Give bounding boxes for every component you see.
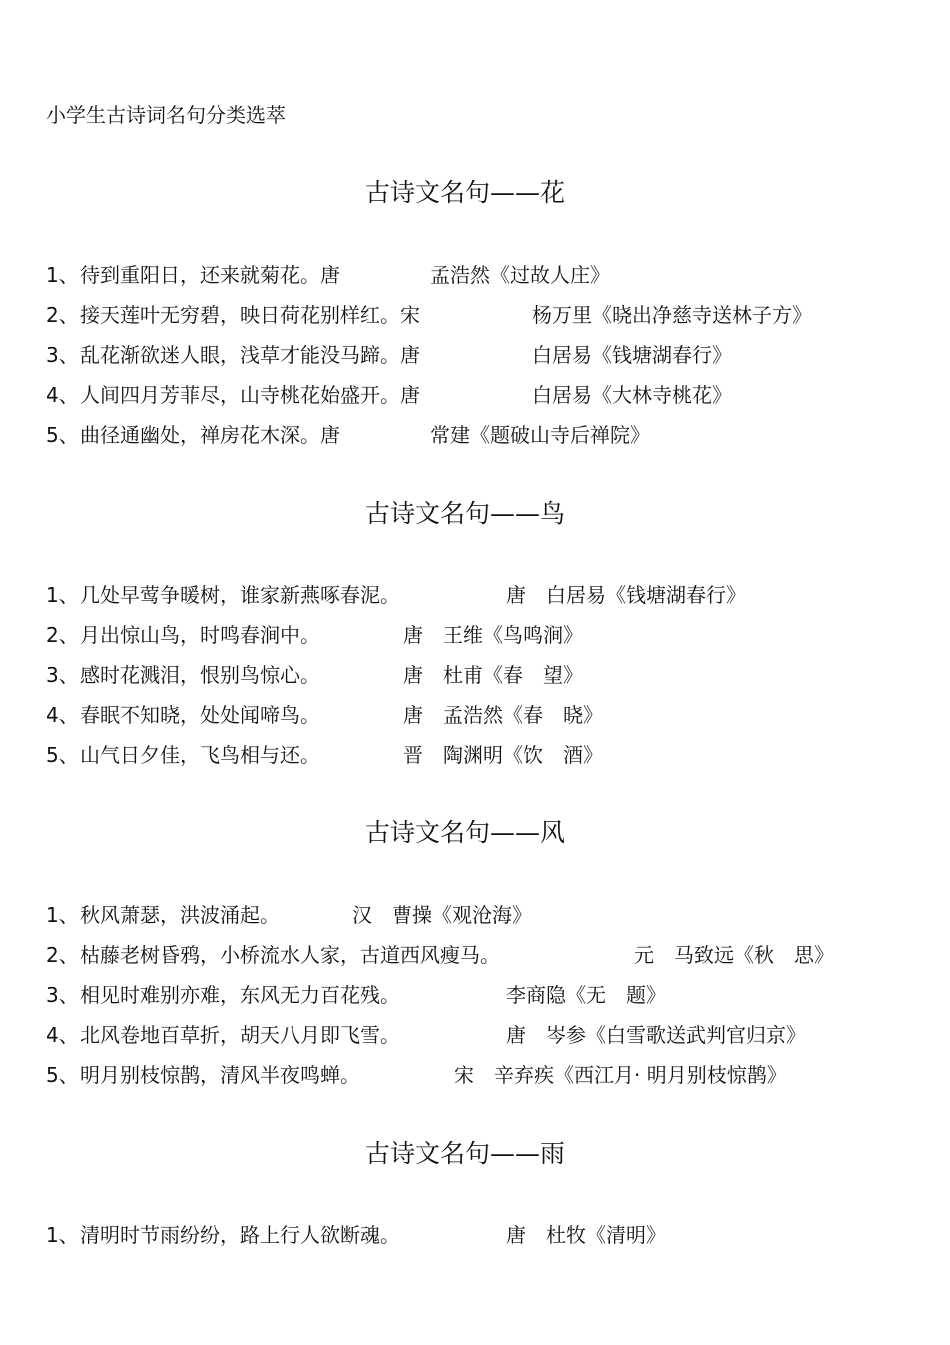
item-author: 唐 王维《鸟鸣涧》 — [403, 623, 583, 647]
item-author: 白居易《钱塘湖春行》 — [532, 343, 732, 367]
list-item — [46, 300, 812, 330]
item-line: 相见时难别亦难，东风无力百花残。 — [80, 983, 400, 1007]
list-item — [46, 980, 666, 1010]
item-number: 2、 — [46, 623, 79, 647]
item-author: 唐 白居易《钱塘湖春行》 — [506, 583, 746, 607]
item-line: 曲径通幽处，禅房花木深。唐 — [80, 423, 340, 447]
section-heading: 古诗文名句——雨 — [364, 1139, 565, 1168]
item-author: 李商隐《无 题》 — [506, 983, 666, 1007]
item-author: 元 马致远《秋 思》 — [634, 943, 834, 967]
item-author: 唐 杜牧《清明》 — [506, 1223, 666, 1247]
item-line: 明月别枝惊鹊，清风半夜鸣蝉。 — [80, 1063, 360, 1087]
item-author: 晋 陶渊明《饮 酒》 — [403, 743, 603, 767]
item-author: 杨万里《晓出净慈寺送林子方》 — [532, 303, 812, 327]
item-author: 汉 曹操《观沧海》 — [352, 903, 532, 927]
item-line: 乱花渐欲迷人眼，浅草才能没马蹄。唐 — [80, 343, 420, 367]
item-line: 北风卷地百草折，胡天八月即飞雪。 — [80, 1023, 400, 1047]
item-number: 3、 — [46, 343, 79, 367]
document-title: 小学生古诗词名句分类选萃 — [46, 103, 286, 127]
item-number: 3、 — [46, 983, 79, 1007]
list-item — [46, 340, 732, 370]
item-number: 4、 — [46, 383, 79, 407]
item-number: 1、 — [46, 583, 79, 607]
item-number: 2、 — [46, 943, 79, 967]
item-number: 5、 — [46, 743, 79, 767]
item-line: 枯藤老树昏鸦，小桥流水人家，古道西风瘦马。 — [80, 943, 500, 967]
list-item — [46, 660, 583, 690]
item-number: 1、 — [46, 903, 79, 927]
item-number: 1、 — [46, 1223, 79, 1247]
list-item — [46, 1220, 666, 1250]
list-item — [46, 620, 583, 650]
list-item — [46, 940, 834, 970]
item-line: 接天莲叶无穷碧，映日荷花别样红。宋 — [80, 303, 420, 327]
list-item — [46, 260, 610, 290]
item-number: 5、 — [46, 1063, 79, 1087]
item-author: 宋 辛弃疾《西江月· 明月别枝惊鹊》 — [454, 1063, 787, 1087]
item-author: 唐 杜甫《春 望》 — [403, 663, 583, 687]
item-author: 孟浩然《过故人庄》 — [430, 263, 610, 287]
list-item — [46, 700, 603, 730]
item-line: 清明时节雨纷纷，路上行人欲断魂。 — [80, 1223, 400, 1247]
item-line: 待到重阳日，还来就菊花。唐 — [80, 263, 340, 287]
item-line: 山气日夕佳，飞鸟相与还。 — [80, 743, 320, 767]
list-item — [46, 1020, 806, 1050]
item-line: 感时花溅泪，恨别鸟惊心。 — [80, 663, 320, 687]
item-number: 3、 — [46, 663, 79, 687]
item-author: 常建《题破山寺后禅院》 — [430, 423, 650, 447]
list-item — [46, 420, 650, 450]
item-number: 5、 — [46, 423, 79, 447]
list-item — [46, 900, 532, 930]
section-heading: 古诗文名句——风 — [364, 818, 565, 847]
item-author: 唐 孟浩然《春 晓》 — [403, 703, 603, 727]
list-item — [46, 740, 603, 770]
item-number: 4、 — [46, 1023, 79, 1047]
item-line: 春眠不知晓，处处闻啼鸟。 — [80, 703, 320, 727]
section-heading: 古诗文名句——鸟 — [364, 499, 565, 528]
item-author: 唐 岑参《白雪歌送武判官归京》 — [506, 1023, 806, 1047]
item-line: 几处早莺争暖树，谁家新燕啄春泥。 — [80, 583, 400, 607]
item-number: 1、 — [46, 263, 79, 287]
item-line: 秋风萧瑟，洪波涌起。 — [80, 903, 280, 927]
item-line: 月出惊山鸟，时鸣春涧中。 — [80, 623, 320, 647]
item-line: 人间四月芳菲尽，山寺桃花始盛开。唐 — [80, 383, 420, 407]
item-author: 白居易《大林寺桃花》 — [532, 383, 732, 407]
list-item — [46, 580, 746, 610]
item-number: 2、 — [46, 303, 79, 327]
list-item — [46, 1060, 787, 1090]
list-item — [46, 380, 732, 410]
section-heading: 古诗文名句——花 — [364, 178, 565, 207]
item-number: 4、 — [46, 703, 79, 727]
